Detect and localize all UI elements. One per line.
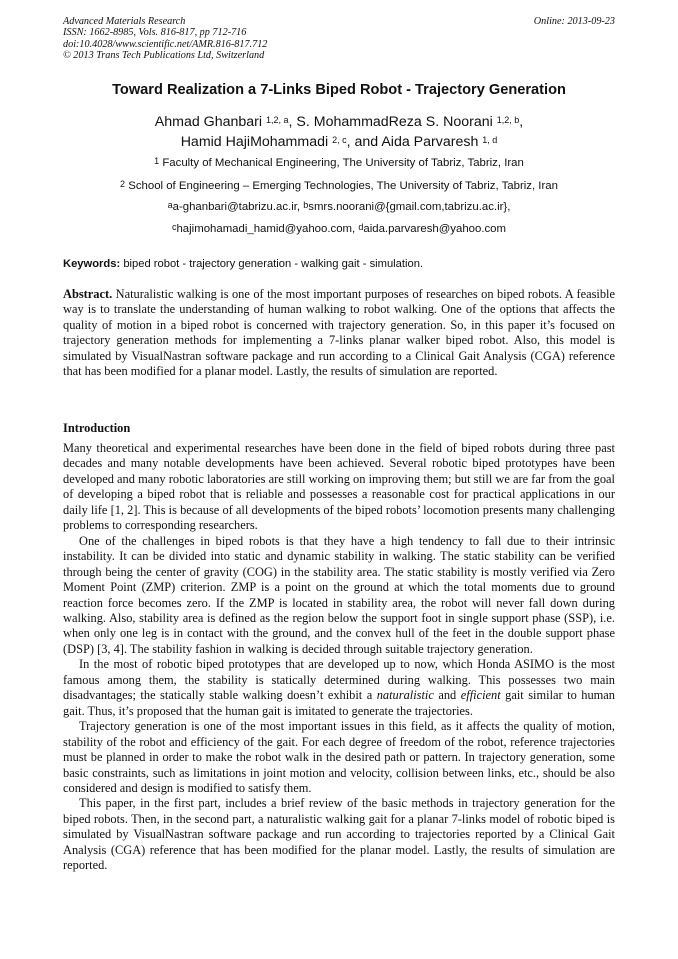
author-superscript: 2, c [332, 135, 347, 145]
introduction-body [63, 441, 615, 874]
paragraph: One of the challenges in biped robots is that they have a high tendency to fall due to their intrinsic instability. It can be divided into static and dynamic stability in walking. The static stability can be verified through being the center of gravity (COG) in the stability area. The static stability is mostly verified via Zero Moment Point (ZMP) criterion. ZMP is a point on the ground at which the total moments due to ground reaction force becomes zero. If the ZMP is located in stability area, the robot will never fall down during walking. Also, stability area is defined as the region below the support foot in single support phase (SSP), i.e. when only one leg is in contact with the ground, and the convex hull of the feet in the double support phase (DSP) [3, 4]. The stability fashion in walking is decided through suitable trajectory generation. [63, 533, 615, 656]
abstract-label: Abstract. [63, 287, 113, 301]
email-superscript: a [167, 200, 173, 210]
affiliation-text: School of Engineering – Emerging Technologies, The University of Tabriz, Tabriz, Iran [128, 180, 558, 192]
paragraph: Trajectory generation is one of the most important issues in this field, as it affects the quality of motion, stability of the robot and efficiency of the gait. For each degree of freedom of the robot, reference trajectories must be planned in order to make the robot walk in the desired path or pattern. In trajectory generation, some basic constraints, such as limitations in joint motion and velocity, collision between links, etc., should be also considered and design is modified to satisfy them. [63, 719, 615, 795]
doi-line: doi:10.4028/www.scientific.net/AMR.816-817.712 [63, 38, 268, 50]
introduction-heading: Introduction [63, 421, 131, 435]
online-date: Online: 2013-09-23 [533, 16, 615, 27]
journal-header [63, 16, 615, 62]
keywords-label: Keywords: [63, 258, 121, 270]
copyright-line: © 2013 Trans Tech Publications Ltd, Switzerland [63, 50, 265, 62]
email-link[interactable]: aida.parvaresh@yahoo.com [363, 223, 507, 235]
paragraph [63, 657, 615, 719]
abstract-text: Naturalistic walking is one of the most important purposes of researches on biped robots. A feasible way is to translate the understanding of human walking to robot walking. One of the options that affects the quality of motion in a biped robot is concerned with trajectory generation. So, in this paper it’s focused on trajectory generation methods for implementing a 7-links planar walker biped robot. Also, this model is simulated by VisualNastran software package and run according to a Clinical Gait Analysis (CGA) reference that has been modified for a planar model. Lastly, the results of simulation are reported. [63, 287, 615, 379]
emphasis: efficient [460, 688, 501, 703]
author-name: S. MohammadReza S. Noorani [296, 114, 493, 130]
email-superscript: c [171, 222, 177, 232]
email-superscript: d [358, 222, 364, 232]
journal-name: Advanced Materials Research [63, 16, 186, 27]
abstract [63, 287, 615, 380]
paper-title: Toward Realization a 7-Links Biped Robot - Trajectory Generation [112, 82, 566, 98]
author-superscript: 1,2, b [496, 115, 520, 125]
email-superscript: b [303, 200, 309, 210]
affiliation-superscript: 2 [120, 179, 126, 189]
affiliation-text: Faculty of Mechanical Engineering, The University of Tabriz, Tabriz, Iran [162, 157, 524, 169]
email-link[interactable]: smrs.noorani@{gmail.com,tabrizu.ac.ir}, [308, 201, 511, 213]
paragraph: This paper, in the first part, includes a brief review of the basic methods in trajectory generation for the biped robots. Then, in the second part, a naturalistic walking gait for a planar 7-links model of robotic biped is simulated by VisualNastran software package and run according to trajectories reported by a Clinical Gait Analysis (CGA) reference that has been modified for the planar model. Lastly, the results of simulation are reported. [63, 796, 615, 873]
author-superscript: 1, d [482, 135, 498, 145]
keywords-text: biped robot - trajectory generation - walking gait - simulation. [123, 258, 424, 270]
keywords [63, 257, 623, 271]
paragraph-text: and [438, 688, 457, 703]
paragraph-text: gait similar to human gait. Thus, it’s proposed that the human gait is imitated to generate the trajectories. [63, 688, 615, 718]
issn-line: ISSN: 1662-8985, Vols. 816-817, pp 712-716 [63, 27, 247, 39]
emphasis: naturalistic [376, 688, 434, 703]
author-name: Hamid HajiMohammadi [180, 134, 329, 150]
author-name: Ahmad Ghanbari [154, 114, 263, 130]
affiliation-superscript: 1 [154, 156, 160, 166]
email-link[interactable]: hajimohamadi_hamid@yahoo.com, [176, 223, 356, 235]
email-line-1 [40, 200, 638, 214]
affiliation-2 [40, 179, 638, 193]
paragraph-text: In the most of robotic biped prototypes that are developed up to now, which Honda ASIMO is the most famous among them, the stability is statically determined during walking. This possesses two main disadvantages; the statically stable walking doesn’t exhibit a [63, 657, 615, 703]
author-list: Ahmad Ghanbari $^{1,2, a}$, S. MohammadReza S. Noorani $^{1,2, b}$, Hamid HajiMohammadi $^{2, c}$, and Aida Parvaresh $^{1, d}$ [154, 114, 524, 150]
author-superscript: 1,2, a [266, 115, 289, 125]
paragraph: Many theoretical and experimental researches have been done in the field of biped robots during three past decades and many notable developments have been achieved. Several robotic biped prototypes have been developed and many robotic laboratories are still working on improving them; but still we are far from the goal of developing a biped robot that is reliable and possesses a reasonable cost for practical applications in our daily life [1, 2]. This is because of all developments of the biped robots’ locomotion presents many challenging problems to corresponding researchers. [63, 441, 615, 533]
affiliation-1 [40, 156, 638, 170]
author-name: and Aida Parvaresh [354, 134, 479, 150]
email-line-2 [40, 222, 638, 236]
email-link[interactable]: a-ghanbari@tabrizu.ac.ir, [172, 201, 301, 213]
